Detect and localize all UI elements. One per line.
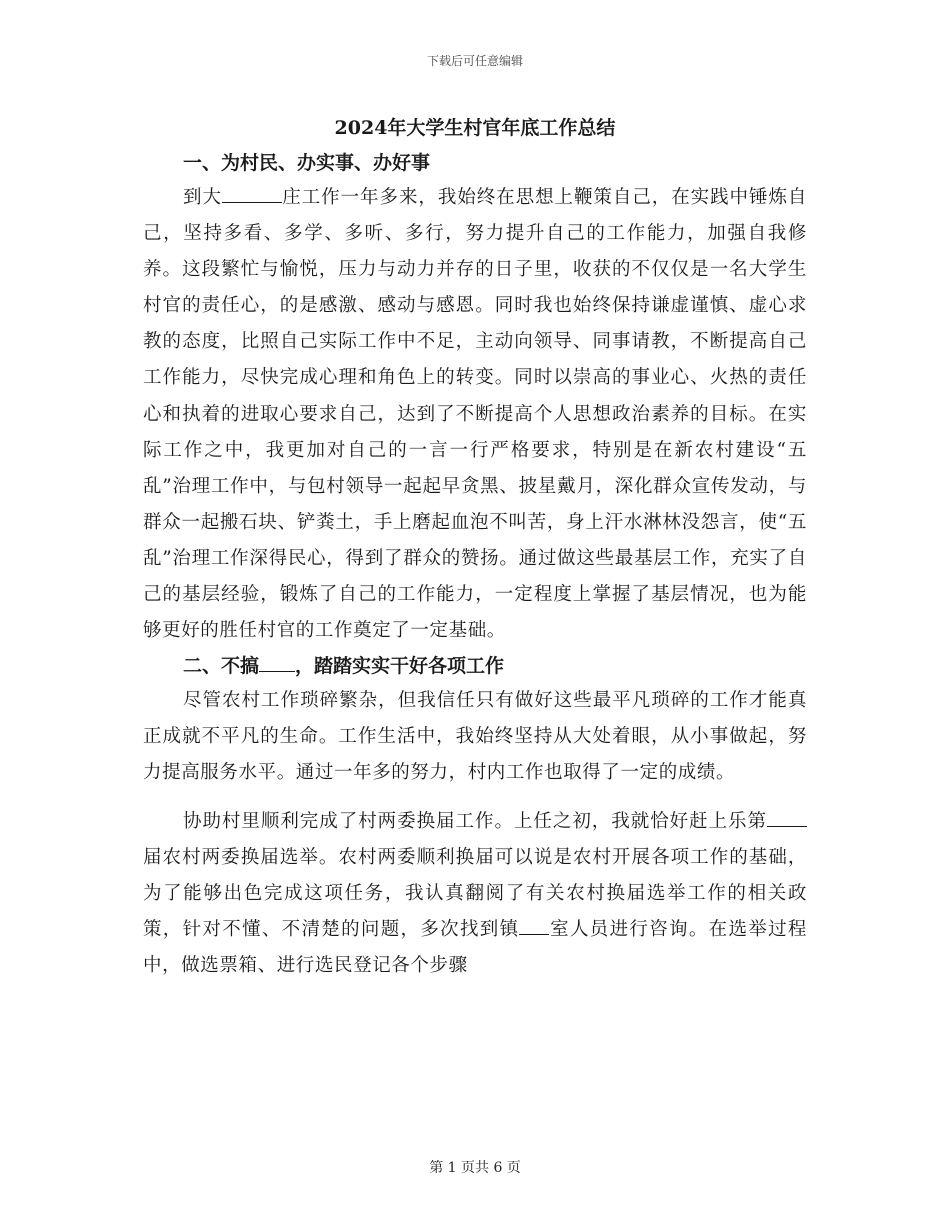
paragraph: [143, 804, 807, 984]
document-title: 2024年大学生村官年底工作总结: [334, 117, 616, 139]
paragraph-text: 庄工作一年多来，我始终在思想上鞭策自己，在实践中锤炼自己，坚持多看、多学、多听、多行，努力提升自己的工作能力，加强自我修养。这段繁忙与愉悦，压力与动力并存的日子里，收获的不仅仅是一名大学生村官的责任心，的是感激、感动与感恩。同时我也始终保持谦虚谨慎、虚心求教的态度，比照自己实际工作中不足，主动向领导、同事请教，不断提高自己工作能力，尽快完成心理和角色上的转变。同时以崇高的事业心、火热的责任心和执着的进取心要求自己，达到了不断提高个人思想政治素养的目标。在实际工作之中，我更加对自己的一言一行严格要求，特别是在新农村建设“五乱”治理工作中，与包村领导一起起早贪黑、披星戴月，深化群众宣传发动，与群众一起搬石块、铲粪土，手上磨起血泡不叫苦，身上汗水淋林没怨言，使“五乱”治理工作深得民心，得到了群众的赞扬。通过做这些最基层工作，充实了自己的基层经验，锻炼了自己的工作能力，一定程度上掌握了基层情况，也为能够更好的胜任村官的工作奠定了一定基础。: [143, 187, 808, 642]
fill-blank: [767, 808, 807, 827]
fill-blank: [259, 653, 295, 672]
paragraph-text: 到大: [183, 187, 222, 208]
paragraph-text: 协助村里顺利完成了村两委换届工作。上任之初，我就恰好赶上乐第: [183, 810, 767, 832]
document-body: [143, 112, 807, 984]
paragraph-gap: [143, 792, 807, 804]
paragraph: 尽管农村工作琐碎繁杂，但我信任只有做好这些最平凡琐碎的工作才能真正成就不平凡的生命。工作生活中，我始终坚持从大处着眼，从小事做起，努力提高服务水平。通过一年多的努力，村内工作也取得了一定的成绩。: [143, 690, 807, 784]
fill-blank: [222, 184, 282, 203]
heading-text: ，踏踏实实干好各项工作: [295, 655, 505, 678]
section-heading-1: 一、为村民、办实事、办好事: [183, 152, 431, 174]
header-note: 下载后可任意编辑: [426, 54, 523, 68]
fill-blank: [519, 916, 549, 935]
paragraph-text: 届农村两委换届选举。农村两委顺利换届可以说是农村开展各项工作的基础，为了能够出色完成这项任务，我认真翻阅了有关农村换届选举工作的相关政策，针对不懂、不清楚的问题，多次找到镇: [143, 846, 807, 940]
paragraph: [143, 180, 807, 649]
paragraph-text: 室人员进行咨询。在选举过程中，做选票箱、进行选民登记各个步骤: [143, 918, 807, 976]
section-heading-2: [143, 649, 807, 683]
heading-text: 二、不搞: [183, 655, 260, 678]
page-footer: 第 1 页共 6 页: [429, 1160, 521, 1176]
